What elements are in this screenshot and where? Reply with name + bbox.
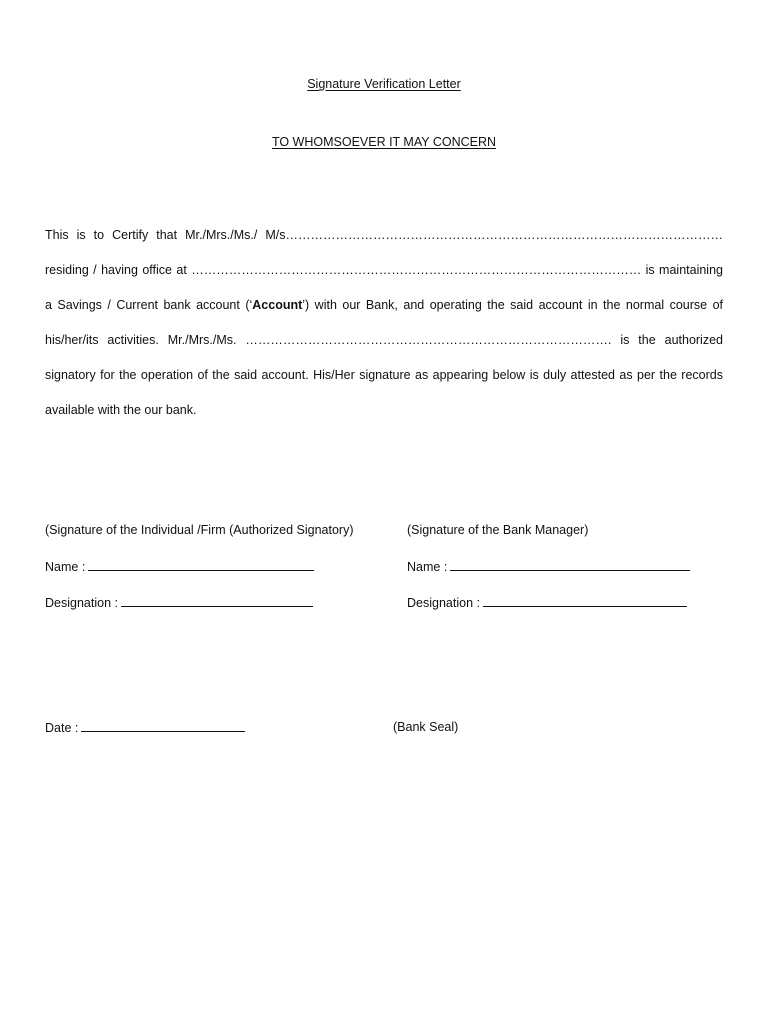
manager-name-label: Name : <box>407 560 448 574</box>
signatory-name-field[interactable] <box>45 558 314 575</box>
bank-manager-heading: (Signature of the Bank Manager) <box>407 523 589 537</box>
paragraph-text-part-2: ’) with our Bank, and operating the said account in the normal course of his/her/its activities. Mr./Mrs./Ms. ……………………………………………………………………………. is the authorized signatory for the operation of the said account. His/Her signature as appearing below is duly attested as per the records available with the our bank. <box>45 298 723 417</box>
certification-paragraph <box>45 218 723 428</box>
document-title: Signature Verification Letter <box>307 77 461 91</box>
manager-designation-label: Designation : <box>407 596 480 610</box>
paragraph-text-part-1: This is to Certify that Mr./Mrs./Ms./ M/s……………………………………………………………………………………………residing / having office at ……………………………………………………………………………………………… is maintaining a Savings / Current bank account (‘ <box>45 228 723 312</box>
signatory-name-label: Name : <box>45 560 86 574</box>
date-label: Date : <box>45 721 79 735</box>
date-field[interactable] <box>45 719 245 736</box>
salutation: TO WHOMSOEVER IT MAY CONCERN <box>271 135 497 149</box>
manager-designation-blank[interactable] <box>483 594 687 607</box>
account-term: Account <box>252 298 303 312</box>
signatory-designation-blank[interactable] <box>121 594 313 607</box>
signatory-designation-field[interactable] <box>45 594 313 611</box>
bank-seal-label: (Bank Seal) <box>393 720 459 734</box>
signatory-designation-label: Designation : <box>45 596 118 610</box>
manager-name-blank[interactable] <box>450 558 690 571</box>
manager-name-field[interactable] <box>407 558 690 575</box>
manager-designation-field[interactable] <box>407 594 687 611</box>
authorized-signatory-heading: (Signature of the Individual /Firm (Authorized Signatory) <box>45 523 354 537</box>
signatory-name-blank[interactable] <box>88 558 314 571</box>
date-blank[interactable] <box>81 719 245 732</box>
